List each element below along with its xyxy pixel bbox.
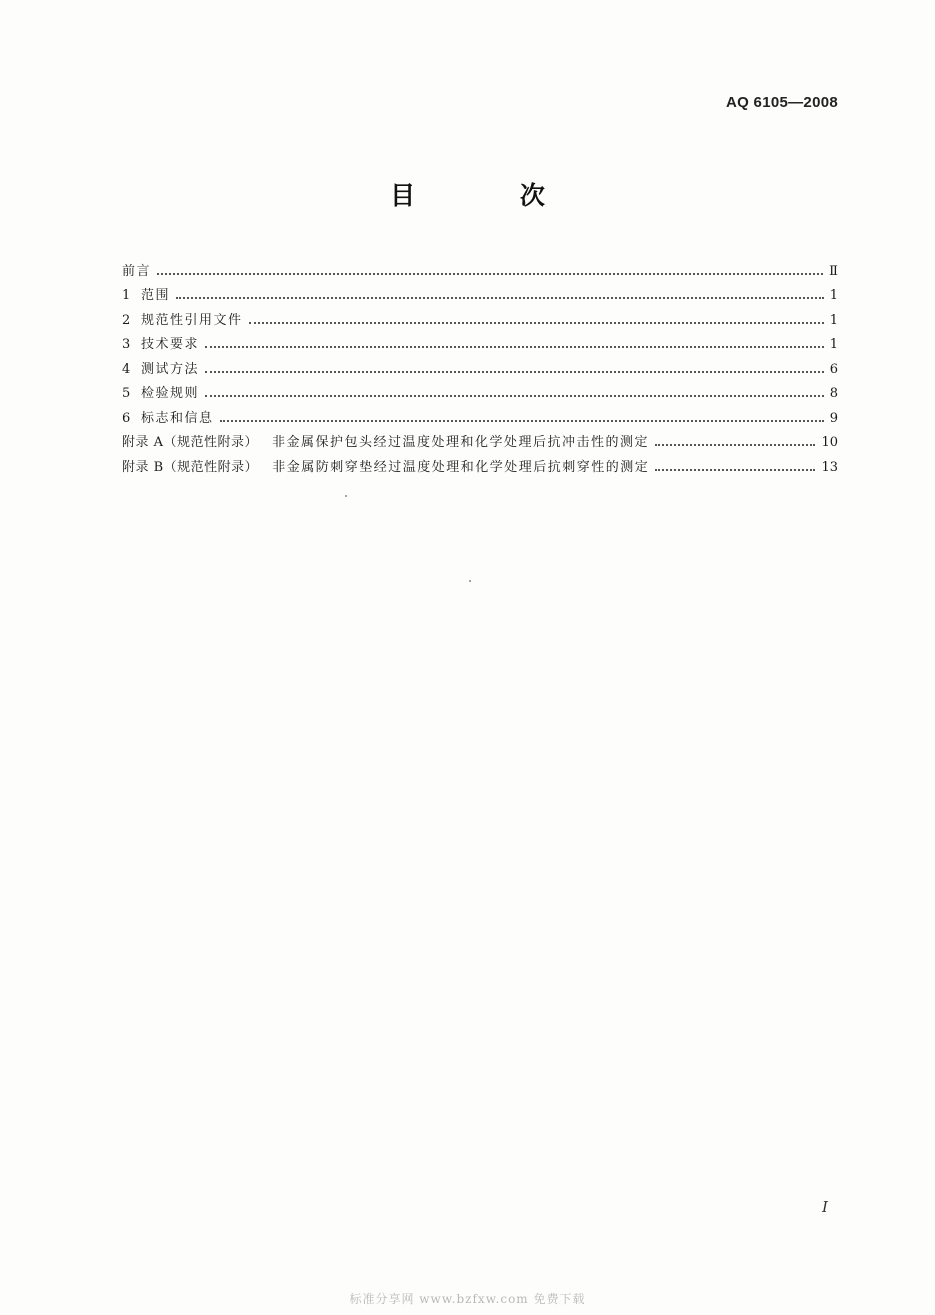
toc-entry-page: 1 [829, 312, 838, 328]
toc-entry-number: 6 [122, 410, 131, 426]
scan-speck [469, 580, 471, 582]
toc-entry-label: 测试方法 [141, 361, 200, 377]
toc-leader-dots [220, 420, 824, 422]
toc-entry-label: 检验规则 [141, 386, 200, 401]
toc-entry-section-1[interactable] [122, 279, 838, 304]
watermark: 标准分享网 www.bzfxw.com 免费下载 [349, 1292, 586, 1306]
toc-entry-section-3[interactable] [122, 328, 838, 353]
toc-appendix-tag: 附录 B（规范性附录） [122, 459, 259, 475]
toc-entry-appendix-a[interactable] [122, 426, 838, 451]
toc-entry-page: 1 [829, 337, 838, 352]
toc-entry-label: 前言 [122, 263, 152, 279]
toc-entry-appendix-b[interactable] [122, 450, 838, 475]
toc-entry-page: 6 [829, 361, 838, 377]
toc-entry-label: 非金属保护包头经过温度处理和化学处理后抗冲击性的测定 [272, 435, 650, 450]
toc-entry-page: 13 [821, 459, 838, 475]
toc-leader-dots [176, 297, 824, 299]
toc-leader-dots [655, 444, 815, 446]
toc-entry-page: Ⅱ [829, 263, 838, 279]
toc-entry-label: 非金属防刺穿垫经过温度处理和化学处理后抗刺穿性的测定 [272, 459, 650, 475]
toc-entry-foreword[interactable] [122, 254, 838, 279]
toc-entry-label: 标志和信息 [141, 410, 214, 426]
toc-leader-dots [205, 371, 824, 373]
toc-leader-dots [205, 395, 824, 397]
toc-entry-label: 范围 [141, 288, 171, 303]
toc-entry-page: 8 [829, 386, 838, 401]
toc-entry-section-5[interactable] [122, 377, 838, 402]
toc-entry-page: 1 [829, 288, 838, 303]
toc-entry-number: 2 [122, 312, 131, 328]
toc-appendix-tag: 附录 A（规范性附录） [122, 435, 259, 450]
table-of-contents [122, 254, 838, 475]
toc-leader-dots [205, 346, 824, 348]
toc-entry-page: 9 [829, 410, 838, 426]
toc-entry-section-4[interactable] [122, 352, 838, 377]
toc-entry-label: 规范性引用文件 [141, 312, 243, 328]
standard-number: AQ 6105—2008 [725, 94, 838, 111]
toc-entry-page: 10 [821, 435, 838, 450]
toc-entry-number: 1 [122, 288, 131, 303]
toc-entry-number: 4 [122, 361, 131, 377]
scan-speck [345, 495, 347, 497]
toc-entry-number: 3 [122, 337, 131, 352]
toc-entry-section-6[interactable] [122, 401, 838, 426]
page-number: Ⅰ [822, 1198, 828, 1216]
toc-entry-number: 5 [122, 386, 131, 401]
toc-leader-dots [655, 469, 815, 471]
toc-entry-label: 技术要求 [141, 337, 200, 352]
toc-entry-section-2[interactable] [122, 303, 838, 328]
page-title: 目 次 [390, 181, 593, 210]
toc-leader-dots [157, 273, 823, 275]
toc-leader-dots [249, 322, 824, 324]
